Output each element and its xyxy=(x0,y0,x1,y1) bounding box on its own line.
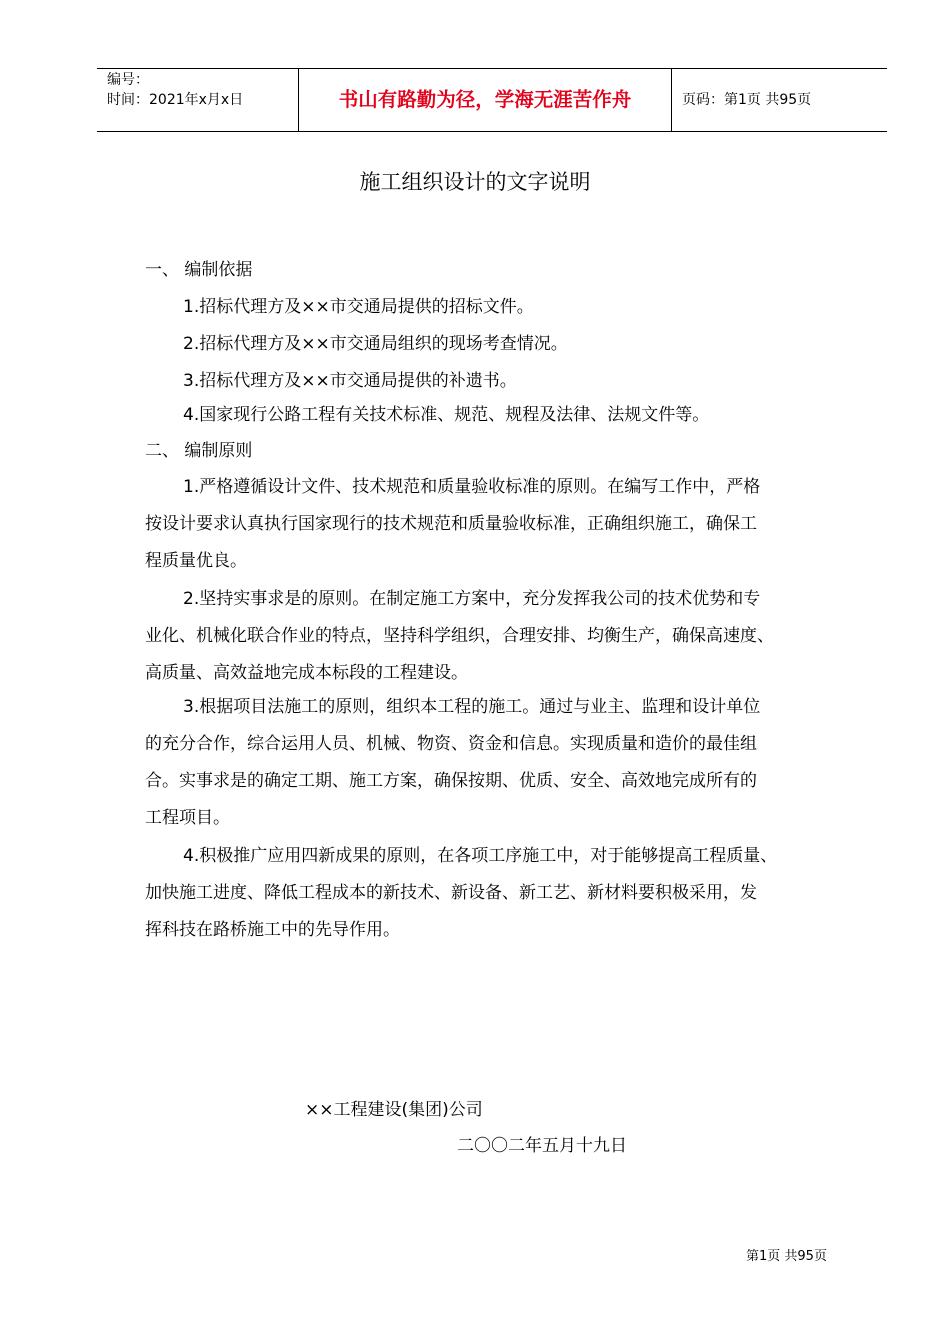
list-item xyxy=(183,397,709,434)
page-footer: 第1页 共95页 xyxy=(746,1249,827,1264)
paragraph xyxy=(145,689,760,837)
paragraph-line: 4.积极推广应用四新成果的原则，在各项工序施工中，对于能够提高工程质量、 xyxy=(183,846,778,866)
header-motto-cell xyxy=(299,69,672,131)
section-heading: 一、 编制依据 xyxy=(145,260,253,280)
paragraph-line: 3.招标代理方及××市交通局提供的补遗书。 xyxy=(183,371,517,391)
document-number-label: 编号： xyxy=(107,72,149,88)
header-page-number: 页码：第1页 共95页 xyxy=(682,92,812,108)
document-time-label: 时间：2021年x月x日 xyxy=(107,92,244,108)
paragraph-line: 1.严格遵循设计文件、技术规范和质量验收标准的原则。在编写工作中，严格 xyxy=(183,477,761,497)
paragraph xyxy=(145,469,760,580)
paragraph-line: 工程项目。 xyxy=(145,808,230,828)
page-header xyxy=(97,68,887,132)
paragraph-line: 4.国家现行公路工程有关技术标准、规范、规程及法律、法规文件等。 xyxy=(183,405,710,425)
paragraph-line: 2.招标代理方及××市交通局组织的现场考查情况。 xyxy=(183,334,568,354)
paragraph-line: 的充分合作，综合运用人员、机械、物资、资金和信息。实现质量和造价的最佳组 xyxy=(145,734,757,754)
paragraph-line: 1.招标代理方及××市交通局提供的招标文件。 xyxy=(183,297,534,317)
paragraph-line: 高质量、高效益地完成本标段的工程建设。 xyxy=(145,663,468,683)
section-heading: 二、 编制原则 xyxy=(145,441,253,461)
paragraph-line: 合。实事求是的确定工期、施工方案，确保按期、优质、安全、高效地完成所有的 xyxy=(145,771,757,791)
paragraph-line: 挥科技在路桥施工中的先导作用。 xyxy=(145,920,400,940)
list-item xyxy=(183,289,534,326)
header-page-cell xyxy=(672,69,887,131)
paragraph-line: 业化、机械化联合作业的特点，坚持科学组织，合理安排、均衡生产，确保高速度、 xyxy=(145,626,774,646)
paragraph xyxy=(145,838,777,949)
paragraph xyxy=(145,581,774,692)
paragraph-line: 按设计要求认真执行国家现行的技术规范和质量验收标准，正确组织施工，确保工 xyxy=(145,514,757,534)
paragraph-line: 2.坚持实事求是的原则。在制定施工方案中，充分发挥我公司的技术优势和专 xyxy=(183,589,761,609)
signature-company: ××工程建设(集团)公司 xyxy=(305,1100,483,1120)
document-title: 施工组织设计的文字说明 xyxy=(359,170,591,194)
paragraph-line: 程质量优良。 xyxy=(145,551,247,571)
list-item xyxy=(183,326,568,363)
paragraph-line: 加快施工进度、降低工程成本的新技术、新设备、新工艺、新材料要积极采用，发 xyxy=(145,883,757,903)
signature-date: 二〇〇二年五月十九日 xyxy=(457,1136,627,1156)
header-motto: 书山有路勤为径，学海无涯苦作舟 xyxy=(338,88,632,111)
paragraph-line: 3.根据项目法施工的原则，组织本工程的施工。通过与业主、监理和设计单位 xyxy=(183,697,761,717)
list-item xyxy=(183,363,517,400)
header-meta-cell xyxy=(97,69,299,131)
